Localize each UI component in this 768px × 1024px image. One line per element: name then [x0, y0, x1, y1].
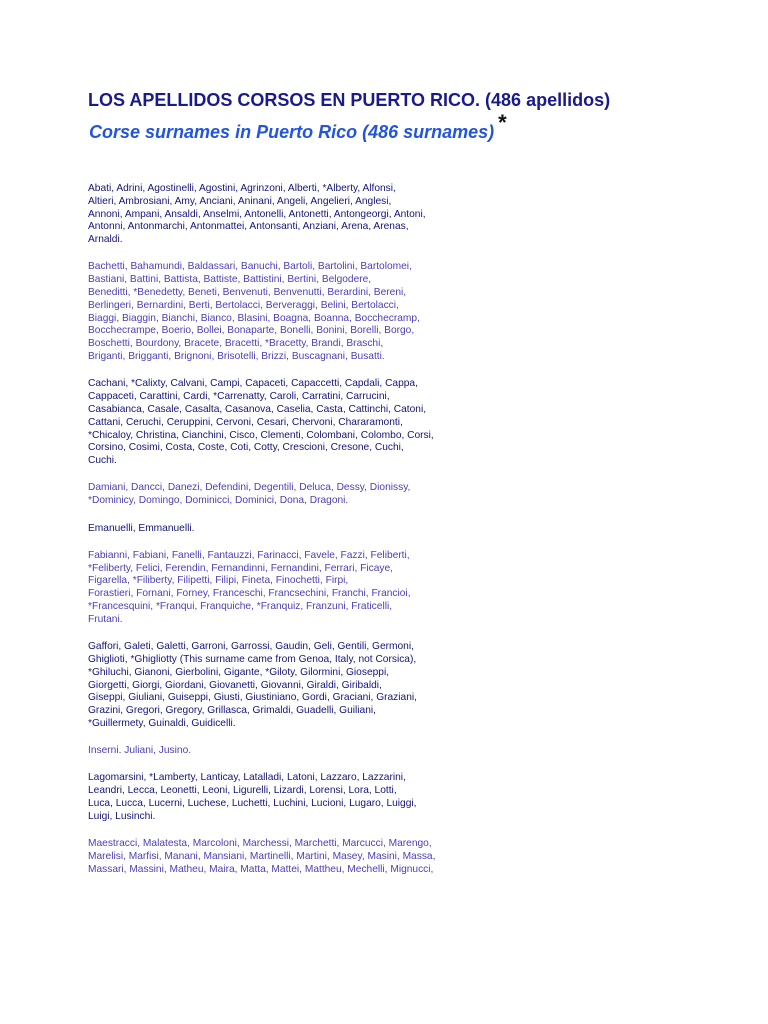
surnames-g-block: Gaffori, Galeti, Galetti, Garroni, Garrossi, Gaudin, Geli, Gentili, Germoni, Ghiglioti, *Ghigliotty (This surname came from Genoa, Italy, not Corsica), *Ghiluchi, Gianoni, Gierbolini, Gigante, *Giloty, Gilormini, Gioseppi, Giorgetti, Giorgi, Giordani, Giovanetti, Giovanni, Giraldi, Giribaldi, Giseppi, Giuliani, Guiseppi, Giusti, Giustiniano, Gordi, Graciani, Graziani, Grazini, Gregori, Gregory, Grillasca, Grimaldi, Guadelli, Guiliani, *Guillermety, Guinaldi, Guidicelli.: [88, 641, 417, 729]
surnames-a-block: Abati, Adrini, Agostinelli, Agostini, Agrinzoni, Alberti, *Alberty, Alfonsi, Altieri, Ambrosiani, Amy, Anciani, Aninani, Angeli, Angelieri, Anglesi, Annoni, Ampani, Ansaldi, Anselmi, Antonelli, Antonetti, Antongeorgi, Antoni, Antonni, Antonmarchi, Antonmattei, Antonsanti, Anziani, Arena, Arenas, Arnaldi.: [88, 183, 426, 246]
surnames-l-block: Lagomarsini, *Lamberty, Lanticay, Latalladi, Latoni, Lazzaro, Lazzarini, Leandri, Lecca, Leonetti, Leoni, Ligurelli, Lizardi, Lorensi, Lora, Lotti, Luca, Lucca, Lucerni, Luchese, Luchetti, Luchini, Lucioni, Lugaro, Luiggi, Luigi, Lusinchi.: [88, 772, 417, 822]
surnames-c-block: Cachani, *Calixty, Calvani, Campi, Capaceti, Capaccetti, Capdali, Cappa, Cappaceti, Carattini, Cardi, *Carrenatty, Caroli, Carratini, Carrucini, Casabianca, Casale, Casalta, Casanova, Caselia, Casta, Cattinchi, Catoni, Cattani, Ceruchi, Ceruppini, Cervoni, Cesari, Chervoni, Chararamonti, *Chicaloy, Christina, Cianchini, Cisco, Clementi, Colombani, Colombo, Corsi, Corsino, Cosimi, Costa, Coste, Coti, Cotty, Crescioni, Cresone, Cuchi, Cuchi.: [88, 378, 434, 467]
subtitle-text: Corse surnames in Puerto Rico (486 surnames): [89, 122, 495, 142]
document-title: LOS APELLIDOS CORSOS EN PUERTO RICO. (486 apellidos): [88, 90, 611, 110]
surnames-m-block: Maestracci, Malatesta, Marcoloni, Marchessi, Marchetti, Marcucci, Marengo, Marelisi, Marfisi, Manani, Mansiani, Martinelli, Martini, Masey, Masini, Massa, Massari, Massini, Matheu, Maira, Matta, Mattei, Mattheu, Mechelli, Mignucci,: [88, 838, 436, 875]
surnames-f-block: Fabianni, Fabiani, Fanelli, Fantauzzi, Farinacci, Favele, Fazzi, Feliberti, *Feliberty, Felici, Ferendin, Fernandinni, Fernandini, Ferrari, Ficaye, Figarella, *Filiberty, Filipetti, Filipi, Fineta, Finochetti, Firpi, Forastieri, Fornani, Forney, Franceschi, Francsechini, Franchi, Francioi, *Francesquini, *Franqui, Franquiche, *Franquiz, Franzuni, Fraticelli, Frutani.: [88, 549, 411, 625]
asterisk-mark: *: [498, 110, 507, 135]
surnames-e-block: Emanuelli, Emmanuelli.: [88, 522, 195, 534]
surnames-b-block: Bachetti, Bahamundi, Baldassari, Banuchi, Bartoli, Bartolini, Bartolomei, Bastiani, Battini, Battista, Battiste, Battistini, Bertini, Belgodere, Beneditti, *Benedetty, Beneti, Benvenuti, Benvenutti, Berardini, Bereni, Berlingeri, Bernardini, Berti, Bertolacci, Berveraggi, Belini, Bertolacci, Biaggi, Biaggin, Bianchi, Bianco, Blasini, Boagna, Boanna, Bocchecramp, Bocchecrampe, Boerio, Bollei, Bonaparte, Bonelli, Bonini, Borelli, Borgo, Boschetti, Bourdony, Bracete, Bracetti, *Bracetty, Brandi, Braschi, Briganti, Brigganti, Brignoni, Brisotelli, Brizzi, Buscagnani, Busatti.: [88, 261, 420, 363]
document-subtitle: [89, 110, 507, 144]
surname-list: [88, 183, 468, 891]
surnames-i-block: Inserni. Juliani, Jusino.: [88, 745, 192, 757]
surnames-d-block: Damiani, Dancci, Danezi, Defendini, Degentili, Deluca, Dessy, Dionissy, *Dominicy, Domingo, Dominicci, Dominici, Dona, Dragoni.: [88, 482, 411, 507]
